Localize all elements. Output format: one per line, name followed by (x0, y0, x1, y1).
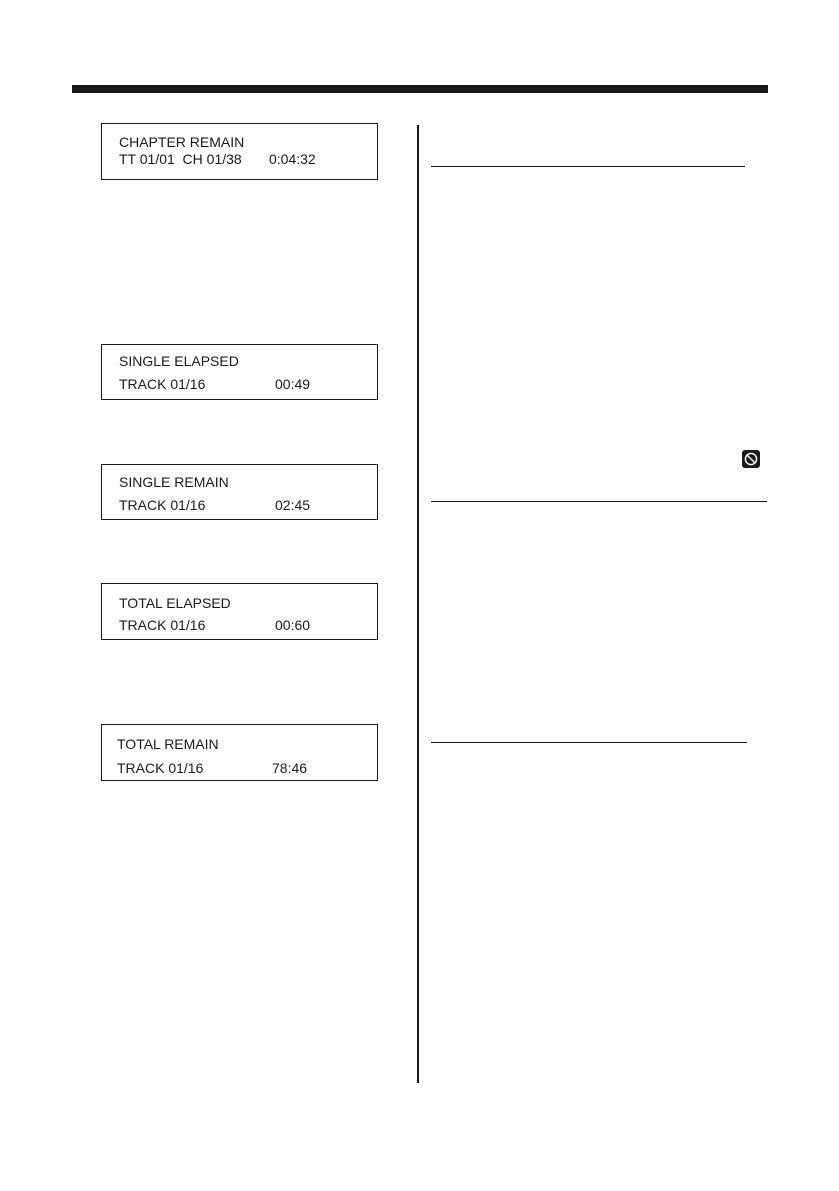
display-title-chapter: TT 01/01 CH 01/38 (119, 151, 242, 167)
section-rule-2 (431, 501, 767, 502)
display-time: 78:46 (272, 760, 308, 776)
display-total-elapsed (101, 583, 378, 640)
display-track: TRACK 01/16 (117, 760, 204, 776)
display-mode-label: SINGLE ELAPSED (119, 353, 239, 369)
display-total-remain (101, 724, 378, 781)
display-chapter-remain (101, 123, 378, 180)
display-time: 0:04:32 (269, 151, 316, 167)
prohibit-icon (742, 450, 760, 468)
section-rule-1 (431, 166, 745, 167)
display-single-remain (101, 464, 378, 520)
display-mode-label: TOTAL ELAPSED (119, 595, 231, 611)
display-single-elapsed (101, 344, 378, 400)
display-track: TRACK 01/16 (119, 617, 206, 633)
section-rule-3 (431, 742, 747, 743)
display-mode-label: TOTAL REMAIN (117, 736, 219, 752)
column-divider (417, 125, 419, 1083)
display-track: TRACK 01/16 (119, 497, 206, 513)
display-mode-label: SINGLE REMAIN (119, 474, 229, 490)
display-track: TRACK 01/16 (119, 376, 206, 392)
display-time: 00:49 (275, 376, 311, 392)
header-rule (72, 85, 768, 93)
display-time: 02:45 (275, 497, 311, 513)
display-time: 00:60 (275, 617, 311, 633)
display-mode-label: CHAPTER REMAIN (119, 134, 245, 150)
